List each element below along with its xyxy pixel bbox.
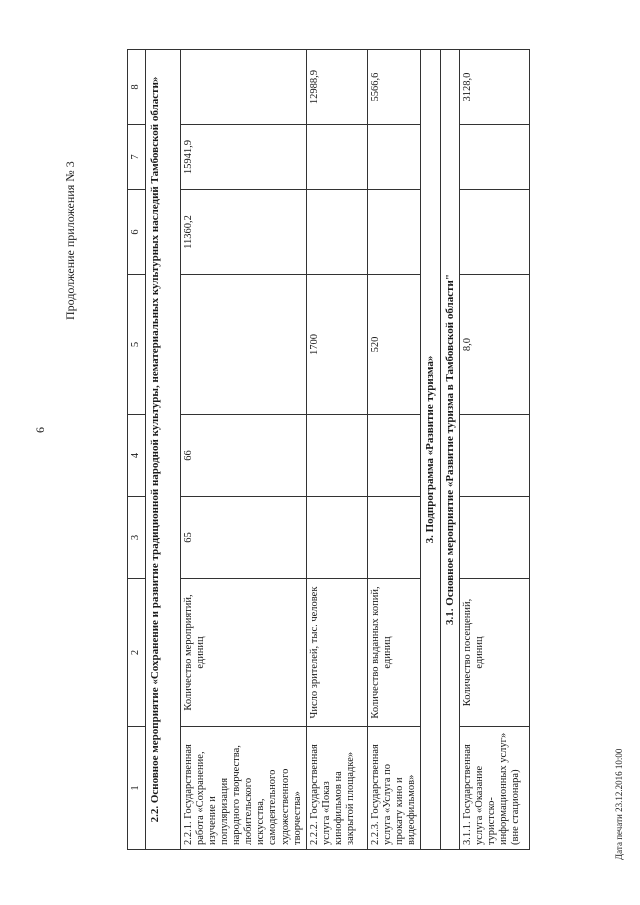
cell-value (306, 190, 367, 275)
print-date: Дата печати 23.12.2016 10:00 (614, 748, 624, 860)
table-row (306, 50, 367, 850)
column-number: 8 (128, 50, 146, 125)
row-indicator: Количество посещений, единиц (460, 579, 530, 727)
cell-value (367, 415, 420, 497)
cell-value: 1700 (306, 275, 367, 415)
row-name: 2.2.1. Государственная работа «Сохранение, изучение и популяризация народного творчества, любительского искусства, самодеятельного художественного творчества» (181, 727, 307, 850)
cell-value (460, 125, 530, 190)
cell-value (367, 125, 420, 190)
column-number: 7 (128, 125, 146, 190)
row-name: 3.1.1. Государственная услуга «Оказание туристско-информационных услуг» (вне стационара) (460, 727, 530, 850)
row-name: 2.2.3. Государственная услуга «Услуга по прокату кино и видеофильмов» (367, 727, 420, 850)
column-number: 2 (128, 579, 146, 727)
column-number-row (128, 50, 146, 850)
cell-value: 8,0 (460, 275, 530, 415)
cell-value (181, 50, 307, 125)
cell-value: 520 (367, 275, 420, 415)
cell-value: 12988,9 (306, 50, 367, 125)
section-title-2-2: 2.2. Основное мероприятие «Сохранение и развитие традиционной народной культуры, нематериальных культурных наследий Тамбовской области» (146, 50, 181, 850)
cell-value (460, 190, 530, 275)
section-row (440, 50, 460, 850)
row-indicator: Количество мероприятий, единиц (181, 579, 307, 727)
column-number: 6 (128, 190, 146, 275)
indicators-table (127, 49, 530, 850)
cell-value (460, 497, 530, 579)
table-row (367, 50, 420, 850)
cell-value: 3128,0 (460, 50, 530, 125)
cell-value (367, 497, 420, 579)
section-row (146, 50, 181, 850)
table-row (460, 50, 530, 850)
section-row (420, 50, 440, 850)
cell-value (181, 275, 307, 415)
column-number: 1 (128, 727, 146, 850)
page-number: 6 (33, 427, 47, 433)
column-number: 3 (128, 497, 146, 579)
column-number: 5 (128, 275, 146, 415)
appendix-note: Продолжение приложения № 3 (63, 161, 77, 320)
indicators-table-sheet (127, 50, 607, 850)
row-indicator: Число зрителей, тыс. человек (306, 579, 367, 727)
section-title-3-1: 3.1. Основное мероприятие «Развитие туризма в Тамбовской области" (440, 50, 460, 850)
section-title-3: 3. Подпрограмма «Развитие туризма» (420, 50, 440, 850)
cell-value (306, 497, 367, 579)
cell-value (306, 125, 367, 190)
row-name: 2.2.2. Государственная услуга «Показ кинофильмов на закрытой площадке» (306, 727, 367, 850)
cell-value (306, 415, 367, 497)
cell-value: 5566,6 (367, 50, 420, 125)
cell-value: 15941,9 (181, 125, 307, 190)
cell-value (460, 415, 530, 497)
row-indicator: Количество выданных копий, единиц (367, 579, 420, 727)
cell-value: 66 (181, 415, 307, 497)
cell-value: 65 (181, 497, 307, 579)
cell-value: 11360,2 (181, 190, 307, 275)
table-row (181, 50, 307, 850)
cell-value (367, 190, 420, 275)
column-number: 4 (128, 415, 146, 497)
